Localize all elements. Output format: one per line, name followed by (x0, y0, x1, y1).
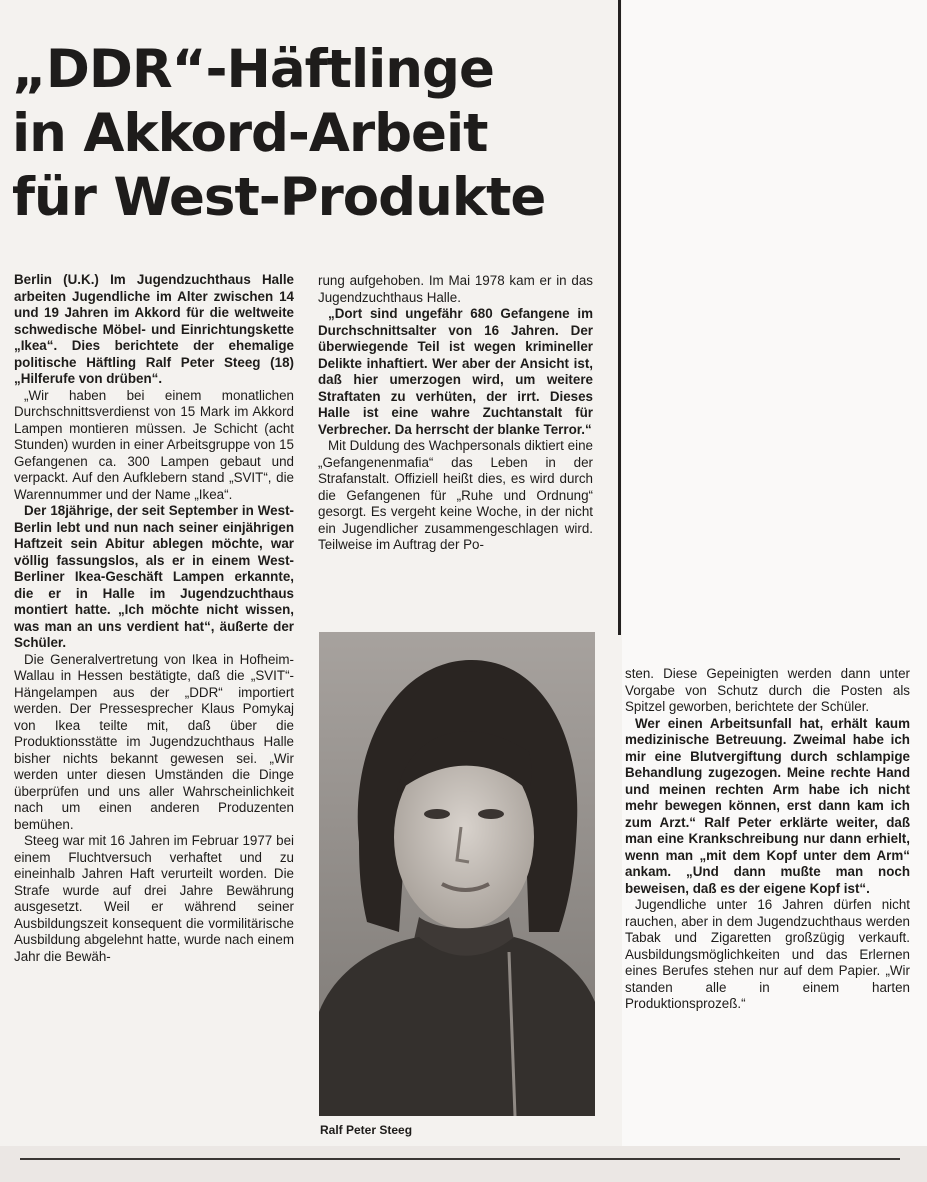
article-column-2 (318, 273, 593, 554)
paragraph: Wer einen Arbeitsunfall hat, erhält kaum medizinische Betreuung. Zweimal habe ich mir eine Blutvergiftung durch schlampige Behandlung zugezogen. Meine rechte Hand und meinen rechten Arm habe ich nicht mehr bewegen können, erst dann kam ich zum Arzt.“ Ralf Peter erklärte weiter, daß man eine Krankschreibung nur dann erhielt, wenn man „mit dem Kopf unter dem Arm“ ankam. „Und dann mußte man noch beweisen, daß es der eigene Kopf ist“. (625, 715, 910, 896)
article-column-1 (14, 272, 294, 965)
portrait-photo (319, 632, 595, 1116)
paragraph: Berlin (U.K.) Im Jugendzuchthaus Halle arbeiten Jugendliche im Alter zwischen 14 und 19 Jahren im Akkord für die weltweite schwedische Möbel- und Einrichtungskette „Ikea“. Dies berichtete der ehemalige politische Häftling Ralf Peter Steeg (18) „Hilferufe von drüben“. (14, 272, 294, 386)
paragraph: Steeg war mit 16 Jahren im Februar 1977 bei einem Fluchtversuch verhaftet und zu eineinhalb Jahren Haft verurteilt worden. Die Strafe wurde auf drei Jahre Bewährung ausgesetzt. Weil er während seiner Ausbildungszeit konsequent die vormilitärische Ausbildung abgelehnt hatte, wurde nach einem Jahr die Bewäh- (14, 833, 294, 964)
headline-line-3: für West-Produkte (12, 167, 546, 228)
bottom-rule (20, 1158, 900, 1160)
paragraph: sten. Diese Gepeinigten werden dann unter Vorgabe von Schutz durch die Posten als Spitzel geworben, berichtete der Schüler. (625, 666, 910, 714)
paragraph: „Dort sind ungefähr 680 Gefangene im Durchschnittsalter von 16 Jahren. Der überwiegende Teil ist wegen krimineller Delikte inhaftiert. Wer aber der Ansicht ist, daß hier umerzogen wird, um weitere Straftaten zu verhüten, der irrt. Dieses Halle ist eine wahre Zuchtanstalt für Verbrecher. Da herrscht der blanke Terror.“ (318, 306, 593, 437)
portrait-image (319, 632, 595, 1116)
page-bottom-edge (0, 1146, 927, 1182)
paragraph: Der 18jährige, der seit September in West-Berlin lebt und nun nach seiner einjährigen Haftzeit sein Abitur ablegen möchte, war völlig fassungslos, als er in einem West-Berliner Ikea-Geschäft Lampen erkannte, die er in Halle im Jugendzuchthaus montiert hatte. „Ich möchte nicht wissen, was man an uns verdient hat“, äußerte der Schüler. (14, 503, 294, 650)
photo-caption: Ralf Peter Steeg (320, 1123, 413, 1137)
paragraph: Mit Duldung des Wachpersonals diktiert eine „Gefangenenmafia“ das Leben in der Strafanstalt. Offiziell heißt dies, es wird durch die Gefangenen für „Ruhe und Ordnung“ gesorgt. Es vergeht keine Woche, in der nicht ein Jugendlicher zusammengeschlagen wird. Teilweise im Auftrag der Po- (318, 438, 593, 552)
paragraph: Jugendliche unter 16 Jahren dürfen nicht rauchen, aber in dem Jugendzuchthaus werden Tabak und Zigaretten großzügig verkauft. Ausbildungsmöglichkeiten und das Erlernen eines Berufes stehen nur auf dem Papier. „Wir standen alle in einem harten Produktionsprozeß.“ (625, 897, 910, 1011)
headline-line-1: „DDR“-Häftlinge (12, 39, 494, 100)
paragraph: „Wir haben bei einem monatlichen Durchschnittsverdienst von 15 Mark im Akkord Lampen montieren müssen. Je Schicht (acht Stunden) wurden in einer Arbeitsgruppe von 15 Gefangenen ca. 300 Lampen gebaut und verpackt. Auf den Aufklebern stand „SVIT“, die Warennummer und der Name „Ikea“. (14, 387, 294, 502)
column-rule (618, 0, 621, 635)
headline (12, 38, 612, 230)
headline-line-2: in Akkord-Arbeit (12, 103, 488, 164)
paragraph: rung aufgehoben. Im Mai 1978 kam er in das Jugendzuchthaus Halle. (318, 273, 593, 305)
paragraph: Die Generalvertretung von Ikea in Hofheim-Wallau in Hessen bestätigte, daß die „SVIT“-Hängelampen aus der „DDR“ importiert werden. Der Pressesprecher Klaus Pomykaj von Ikea teilte mit, daß über die Produktionsstätte im Jugendzuchthaus Halle bisher nichts bekannt gewesen sei. „Wir werden unter diesen Umständen die Dinge überprüfen und uns aller Wahrscheinlichkeit nach um einen anderen Produzenten bemühen. (14, 651, 294, 832)
article-column-3 (625, 666, 910, 1013)
